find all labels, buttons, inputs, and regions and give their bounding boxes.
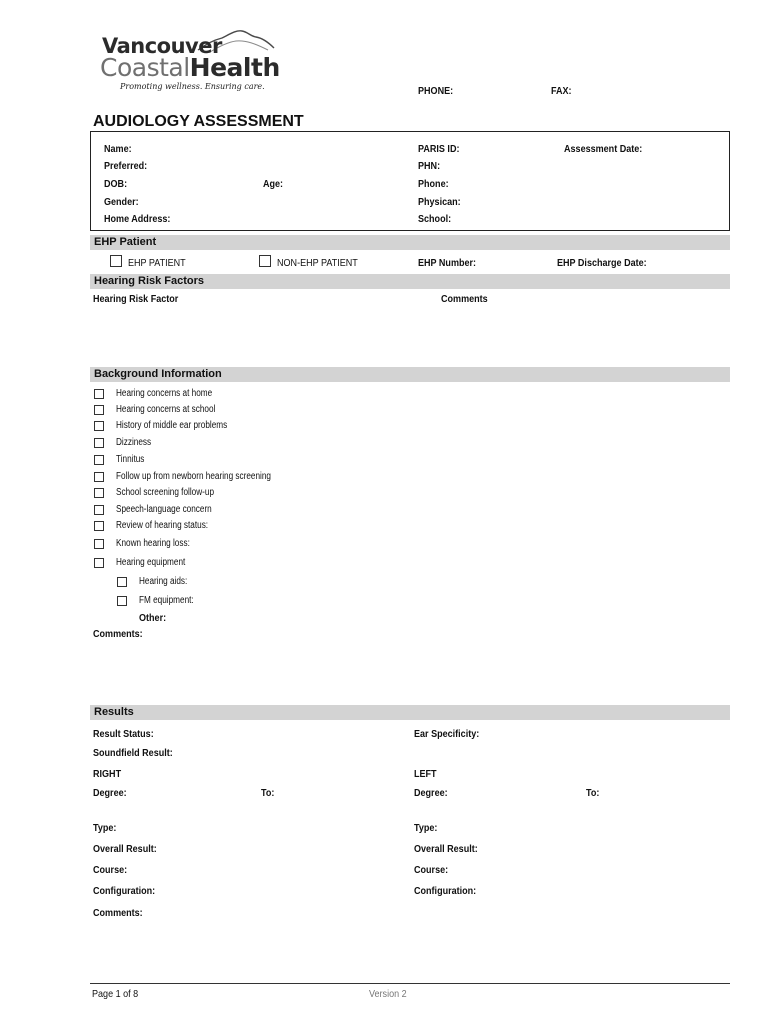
checkbox[interactable]	[117, 596, 127, 606]
home-address-field[interactable]: Home Address:	[104, 213, 171, 225]
ehp-discharge-date-field[interactable]: EHP Discharge Date:	[557, 257, 647, 269]
left-configuration-field[interactable]: Configuration:	[414, 885, 477, 897]
checkbox[interactable]	[94, 405, 104, 415]
gender-field[interactable]: Gender:	[104, 196, 139, 208]
item-label: Dizziness	[116, 437, 152, 448]
item-label: History of middle ear problems	[116, 420, 228, 431]
version-label: Version 2	[369, 988, 407, 1000]
page-number: Page 1 of 8	[92, 988, 139, 1000]
right-overall-result-field[interactable]: Overall Result:	[93, 843, 157, 855]
name-field[interactable]: Name:	[104, 143, 132, 155]
results-section-header	[90, 705, 730, 720]
left-course-field[interactable]: Course:	[414, 864, 449, 876]
result-status-field[interactable]: Result Status:	[93, 728, 154, 740]
checkbox[interactable]	[94, 389, 104, 399]
physician-field[interactable]: Physican:	[418, 196, 461, 208]
fax-label: FAX:	[551, 85, 572, 97]
background-section-title: Background Information	[94, 368, 222, 380]
right-configuration-field[interactable]: Configuration:	[93, 885, 156, 897]
footer-divider	[90, 983, 730, 984]
checkbox[interactable]	[94, 521, 104, 531]
results-comments-field[interactable]: Comments:	[93, 907, 143, 919]
checkbox[interactable]	[94, 558, 104, 568]
checkbox[interactable]	[94, 438, 104, 448]
checkbox[interactable]	[117, 577, 127, 587]
preferred-field[interactable]: Preferred:	[104, 160, 148, 172]
left-overall-result-field[interactable]: Overall Result:	[414, 843, 478, 855]
background-comments-field[interactable]: Comments:	[93, 628, 143, 640]
item-label: Speech-language concern	[116, 504, 212, 515]
dob-field[interactable]: DOB:	[104, 178, 128, 190]
risk-factor-column: Hearing Risk Factor	[93, 293, 179, 305]
age-field[interactable]: Age:	[263, 178, 284, 190]
checkbox[interactable]	[94, 421, 104, 431]
item-label: Review of hearing status:	[116, 520, 209, 531]
item-label: Known hearing loss:	[116, 538, 190, 549]
right-course-field[interactable]: Course:	[93, 864, 128, 876]
results-section-title: Results	[94, 706, 134, 718]
checkbox[interactable]	[94, 539, 104, 549]
non-ehp-patient-label: NON-EHP PATIENT	[277, 257, 358, 269]
item-label: Hearing concerns at home	[116, 388, 213, 399]
logo	[98, 32, 278, 96]
checkbox[interactable]	[94, 455, 104, 465]
item-label: Tinnitus	[116, 454, 145, 465]
left-type-field[interactable]: Type:	[414, 822, 438, 834]
ehp-section-title: EHP Patient	[94, 236, 157, 248]
right-degree-field[interactable]: Degree:	[93, 787, 127, 799]
ear-specificity-field[interactable]: Ear Specificity:	[414, 728, 480, 740]
non-ehp-patient-checkbox[interactable]	[259, 255, 271, 267]
left-ear-heading: LEFT	[414, 768, 437, 780]
right-degree-to-field[interactable]: To:	[261, 787, 275, 799]
left-degree-field[interactable]: Degree:	[414, 787, 448, 799]
item-label: Hearing aids:	[139, 576, 188, 587]
assessment-date-field[interactable]: Assessment Date:	[564, 143, 643, 155]
checkbox[interactable]	[94, 488, 104, 498]
item-label: School screening follow-up	[116, 487, 215, 498]
risk-section-header	[90, 274, 730, 289]
risk-section-title: Hearing Risk Factors	[94, 275, 205, 287]
item-label: Hearing concerns at school	[116, 404, 216, 415]
patient-phone-field[interactable]: Phone:	[418, 178, 449, 190]
page-title: AUDIOLOGY ASSESSMENT	[93, 113, 304, 130]
school-field[interactable]: School:	[418, 213, 452, 225]
ehp-section-header	[90, 235, 730, 250]
logo-tagline: Promoting wellness. Ensuring care.	[120, 82, 265, 91]
logo-coastal: Coastal	[100, 53, 190, 82]
phone-label: PHONE:	[418, 85, 454, 97]
checkbox[interactable]	[94, 505, 104, 515]
left-degree-to-field[interactable]: To:	[586, 787, 600, 799]
logo-health: Health	[189, 53, 280, 82]
background-section-header	[90, 367, 730, 382]
item-label: FM equipment:	[139, 595, 194, 606]
ehp-patient-label: EHP PATIENT	[128, 257, 186, 269]
ehp-number-field[interactable]: EHP Number:	[418, 257, 477, 269]
ehp-patient-checkbox[interactable]	[110, 255, 122, 267]
right-type-field[interactable]: Type:	[93, 822, 117, 834]
item-label: Follow up from newborn hearing screening	[116, 471, 271, 482]
phn-field[interactable]: PHN:	[418, 160, 441, 172]
checkbox[interactable]	[94, 472, 104, 482]
paris-id-field[interactable]: PARIS ID:	[418, 143, 460, 155]
right-ear-heading: RIGHT	[93, 768, 122, 780]
logo-vancouver: Vancouver	[102, 34, 222, 58]
other-equipment-field[interactable]: Other:	[139, 612, 167, 624]
item-label: Hearing equipment	[116, 557, 186, 568]
risk-comments-column: Comments	[441, 293, 488, 305]
soundfield-result-field[interactable]: Soundfield Result:	[93, 747, 173, 759]
logo-coastal-health	[100, 53, 280, 82]
